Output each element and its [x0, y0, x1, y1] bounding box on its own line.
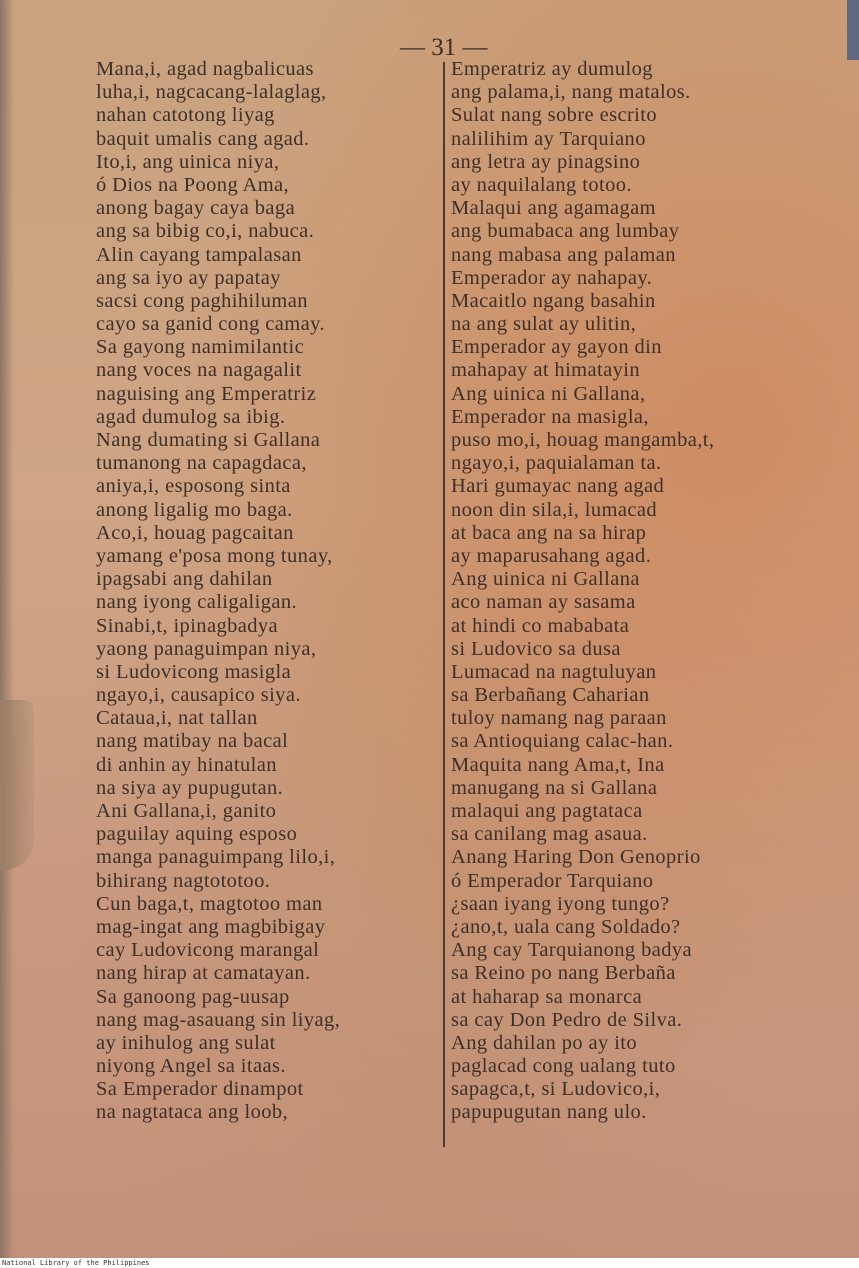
verse-line: Macaitlo ngang basahin — [451, 289, 656, 312]
verse-line: ang sa iyo ay papatay — [96, 266, 281, 289]
verse-line: at baca ang na sa hirap — [451, 521, 647, 544]
verse-line: nang iyong caligaligan. — [96, 591, 298, 614]
verse-line: Aco,i, houag pagcaitan — [96, 521, 294, 544]
verse-line: Mana,i, agad nagbalicuas — [96, 58, 314, 80]
verse-line: at hindi co mababata — [451, 614, 630, 637]
verse-line: anong bagay caya baga — [96, 197, 296, 220]
verse-line: Emperador na masigla, — [451, 405, 649, 428]
verse-line: Ang cay Tarquianong badya — [451, 939, 693, 962]
verse-line: niyong Angel sa itaas. — [96, 1055, 286, 1078]
verse-line: Sulat nang sobre escrito — [451, 104, 658, 127]
verse-line: Nang dumating si Gallana — [96, 429, 321, 451]
verse-line: di anhin ay hinatulan — [96, 753, 277, 776]
verse-line: ¿ano,t, uala cang Soldado? — [451, 915, 681, 938]
verse-line: nahan catotong liyag — [96, 104, 275, 127]
verse-line: puso mo,i, houag mangamba,t, — [451, 429, 715, 451]
verse-line: sa canilang mag asaua. — [451, 823, 648, 846]
verse-line: cay Ludovicong marangal — [96, 939, 320, 962]
verse-line: Maquita nang Ama,t, Ina — [451, 753, 665, 776]
verse-line: Emperador ay nahapay. — [451, 266, 653, 289]
verse-line: na nagtataca ang loob, — [96, 1101, 289, 1124]
verse-line: sa Antioquiang calac-han. — [451, 730, 674, 753]
page-tear-mark — [0, 700, 34, 870]
verse-line: si Ludovicong masigla — [96, 660, 292, 683]
verse-line: paglacad cong ualang tuto — [451, 1055, 676, 1078]
verse-line: ang sa bibig co,i, nabuca. — [96, 220, 315, 243]
verse-line: malaqui ang pagtataca — [451, 800, 643, 822]
verse-line: ay naquilalang totoo. — [451, 173, 632, 196]
verse-line: Emperador ay gayon din — [451, 336, 662, 359]
verse-line: ang letra ay pinagsino — [451, 150, 641, 173]
verse-line: noon din sila,i, lumacad — [451, 498, 658, 521]
verse-line: aco naman ay sasama — [451, 591, 636, 614]
verse-line: anong ligalig mo baga. — [96, 498, 293, 521]
verse-line: Ani Gallana,i, ganito — [96, 800, 277, 822]
verse-line: luha,i, nagcacang-lalaglag, — [96, 81, 327, 104]
verse-line: sa Berbañang Caharian — [451, 684, 650, 707]
verse-line: mahapay at himatayin — [451, 359, 641, 382]
verse-line: ó Dios na Poong Ama, — [96, 173, 290, 196]
verse-line: baquit umalis cang agad. — [96, 127, 310, 150]
verse-line: papupugutan nang ulo. — [451, 1101, 647, 1124]
verse-line: aniya,i, esposong sinta — [96, 475, 291, 498]
verse-line: sa cay Don Pedro de Silva. — [451, 1008, 683, 1031]
verse-line: si Ludovico sa dusa — [451, 637, 621, 660]
verse-line: nang voces na nagagalit — [96, 359, 302, 382]
verse-line: yaong panaguimpan niya, — [96, 637, 317, 660]
left-text-column — [96, 58, 432, 1125]
verse-line: ngayo,i, causapico siya. — [96, 684, 301, 707]
verse-line: ay maparusahang agad. — [451, 544, 652, 567]
verse-line: tuloy namang nag paraan — [451, 707, 667, 730]
verse-line: bihirang nagtototoo. — [96, 869, 271, 892]
verse-line: Emperatriz ay dumulog — [451, 58, 653, 80]
page-right-edge-binding — [847, 0, 859, 60]
footer-credit: National Library of the Philippines — [2, 1259, 150, 1267]
verse-line: Anang Haring Don Genoprio — [451, 846, 701, 869]
column-divider — [443, 62, 445, 1147]
verse-line: at haharap sa monarca — [451, 985, 643, 1008]
verse-line: ó Emperador Tarquiano — [451, 869, 654, 892]
verse-line: ang palama,i, nang matalos. — [451, 81, 691, 104]
verse-line: Lumacad na nagtuluyan — [451, 660, 657, 683]
verse-line: Sa ganoong pag-uusap — [96, 985, 290, 1008]
verse-line: na ang sulat ay ulitin, — [451, 313, 637, 336]
verse-line: cayo sa ganid cong camay. — [96, 313, 325, 336]
verse-line: Ang uinica ni Gallana — [451, 568, 640, 591]
verse-line: Ang uinica ni Gallana, — [451, 382, 646, 405]
verse-line: Hari gumayac nang agad — [451, 475, 665, 498]
verse-line: Ang dahilan po ay ito — [451, 1031, 638, 1054]
verse-line: sapagca,t, si Ludovico,i, — [451, 1078, 661, 1101]
page-number: — 31 — — [400, 34, 488, 61]
verse-line: ang bumabaca ang lumbay — [451, 220, 680, 243]
verse-line: Ito,i, ang uinica niya, — [96, 150, 280, 173]
verse-line: Cun baga,t, magtotoo man — [96, 892, 323, 915]
verse-line: nang hirap at camatayan. — [96, 962, 311, 985]
verse-line: nang matibay na bacal — [96, 730, 289, 753]
verse-line: Malaqui ang agamagam — [451, 197, 656, 220]
verse-line: Cataua,i, nat tallan — [96, 707, 258, 730]
verse-line: yamang e'posa mong tunay, — [96, 544, 333, 567]
verse-line: Alin cayang tampalasan — [96, 243, 302, 266]
verse-line: agad dumulog sa ibig. — [96, 405, 286, 428]
verse-line: ngayo,i, paquialaman ta. — [451, 452, 662, 475]
verse-line: paguilay aquing esposo — [96, 823, 298, 846]
verse-line: ay inihulog ang sulat — [96, 1031, 276, 1054]
verse-line: tumanong na capagdaca, — [96, 452, 307, 475]
verse-line: manga panaguimpang lilo,i, — [96, 846, 336, 869]
verse-line: mag-ingat ang magbibigay — [96, 915, 326, 938]
verse-line: naguising ang Emperatriz — [96, 382, 317, 405]
verse-line: sa Reino po nang Berbaña — [451, 962, 676, 985]
verse-line: na siya ay pupugutan. — [96, 776, 284, 799]
verse-line: Sinabi,t, ipinagbadya — [96, 614, 279, 637]
verse-line: sacsi cong paghihiluman — [96, 289, 308, 312]
verse-line: manugang na si Gallana — [451, 776, 658, 799]
verse-line: nang mag-asauang sin liyag, — [96, 1008, 341, 1031]
verse-line: nalilihim ay Tarquiano — [451, 127, 646, 150]
page-left-edge-shadow — [0, 0, 14, 1258]
verse-line: Sa gayong namimilantic — [96, 336, 305, 359]
verse-line: nang mabasa ang palaman — [451, 243, 676, 266]
verse-line: ipagsabi ang dahilan — [96, 568, 273, 591]
verse-line: ¿saan iyang iyong tungo? — [451, 892, 670, 915]
verse-line: Sa Emperador dinampot — [96, 1078, 304, 1101]
right-text-column — [451, 58, 811, 1125]
